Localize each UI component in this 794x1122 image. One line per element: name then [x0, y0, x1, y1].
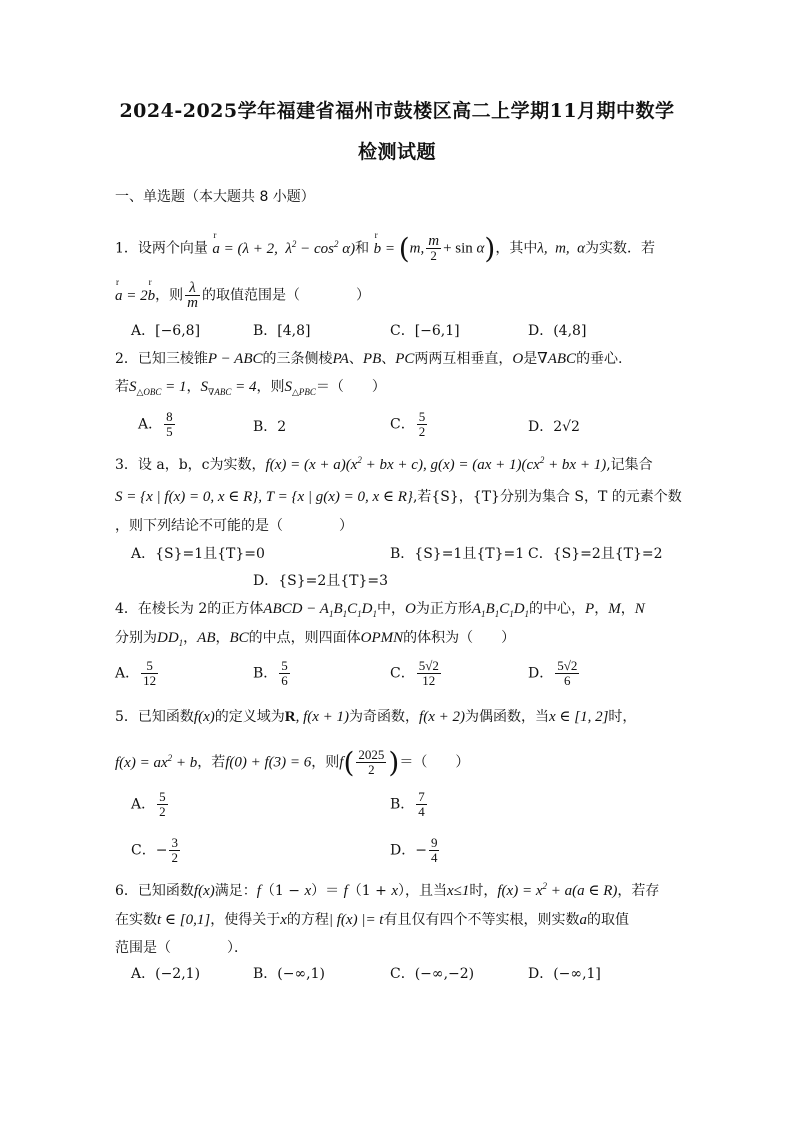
q5-option-d[interactable]: D．− $\frac{9}{4}$ — [390, 835, 438, 865]
q2-line1: 2．已知三棱锥P − ABC的三条侧棱PA、PB、PC两两互相垂直，O是∇ABC的垂心. — [115, 351, 623, 367]
q3-option-c[interactable]: C．{S}=2且{T}=2 — [528, 546, 663, 562]
q4-line2: 分别为$DD_1$，AB，BC的中点，则四面体OPMN的体积为（ ） — [115, 630, 516, 648]
q4-option-b[interactable]: B． $\frac{5}{6}$ — [253, 658, 288, 688]
q6-option-c[interactable]: C．(−∞,−2) — [390, 966, 475, 982]
q4-line1: 4．在棱长为 2的正方体ABCD − $A_1B_1C_1D_1$中，O为正方形$A_1B_1C_1D_1$的中心，P，M，N — [115, 601, 645, 619]
q3-line3: ，则下列结论不可能的是（ ） — [115, 518, 353, 534]
q3-option-d[interactable]: D．{S}=2且{T}=3 — [253, 573, 389, 589]
q3-option-b[interactable]: B．{S}=1且{T}=1 — [390, 546, 525, 562]
q5-option-c[interactable]: C．− $\frac{3}{2}$ — [131, 835, 178, 865]
q3-line2: S = {x | f(x) = 0, x ∈ R}, T = {x | g(x) = 0, x ∈ R},若{S}，{T}分别为集合 S，T 的元素个数 — [115, 489, 682, 505]
q5-option-b[interactable]: B． $\frac{7}{4}$ — [390, 789, 425, 819]
q5-option-a[interactable]: A． $\frac{5}{2}$ — [131, 789, 166, 819]
q2-option-c[interactable]: C． $\frac{5}{2}$ — [390, 409, 426, 439]
q6-line3: 范围是（ ）． — [115, 940, 248, 956]
q1-line1: 1．设两个向量 r a = (λ + 2, $\lambda^2 - \cos^2 \alpha$)和 r b = (m, $\frac{m}{2}$ + sin α)，其中λ, m, α为实数．若 — [115, 232, 655, 265]
q6-line1: 6．已知函数f(x)满足：f（1 − x）＝ f（1 + x），且当x≤1时，$f(x) = x^2 + a(a$ ∈ R)，若存 — [115, 881, 660, 899]
q4-option-d[interactable]: D． $\frac{5√2}{6}$ — [528, 658, 578, 688]
q1-option-a[interactable]: A．[−6,8] — [131, 323, 201, 339]
q5-line2: $f(x) = ax^2 + b$，若f(0) + f(3) = 6，则f( $\frac{2025}{2}$ )＝（ ） — [115, 746, 470, 779]
q2-option-d[interactable]: D．2√2 — [528, 419, 580, 435]
q3-line1: 3．设 a，b，c为实数，$f(x) = (x + a)(x^2$ + bx + c), $g(x) = (ax + 1)(cx^2$ + bx + 1),记集合 — [115, 455, 653, 473]
q6-line2: 在实数t ∈ [0,1]，使得关于x的方程| f(x) |= t有且仅有四个不等实根，则实数a的取值 — [115, 912, 629, 928]
q1-option-c[interactable]: C．[−6,1] — [390, 323, 460, 339]
q6-option-b[interactable]: B．(−∞,1) — [253, 966, 325, 982]
q4-option-a[interactable]: A． $\frac{5}{12}$ — [115, 658, 157, 688]
q3-option-a[interactable]: A．{S}=1且{T}=0 — [131, 546, 265, 562]
q4-option-c[interactable]: C． $\frac{5√2}{12}$ — [390, 658, 439, 688]
q6-option-d[interactable]: D．(−∞,1] — [528, 966, 601, 982]
section-heading: 一、单选题（本大题共 8 小题） — [115, 189, 315, 205]
q2-option-a[interactable]: A． $\frac{8}{5}$ — [138, 409, 173, 439]
page-title-line1: 2024-2025学年福建省福州市鼓楼区高二上学期11月期中数学 — [119, 100, 675, 122]
q1-option-d[interactable]: D．(4,8] — [528, 323, 587, 339]
q6-option-a[interactable]: A．(−2,1) — [131, 966, 201, 982]
q2-option-b[interactable]: B．2 — [253, 419, 287, 435]
page-title-line2: 检测试题 — [357, 141, 436, 163]
q5-line1: 5．已知函数f(x)的定义域为R, f(x + 1)为奇函数，f(x + 2)为偶函数，当x ∈ [1, 2]时， — [115, 709, 637, 725]
q2-line2: 若$S_{\triangle OBC} = 1$，$S_{\nabla ABC} = 4$，则$S_{\triangle PBC}=$（ ） — [115, 379, 386, 397]
q1-option-b[interactable]: B．[4,8] — [253, 323, 311, 339]
q1-line2: r a = 2r b，则 $\frac{\lambda}{m}$ 的取值范围是（ ） — [115, 281, 370, 310]
